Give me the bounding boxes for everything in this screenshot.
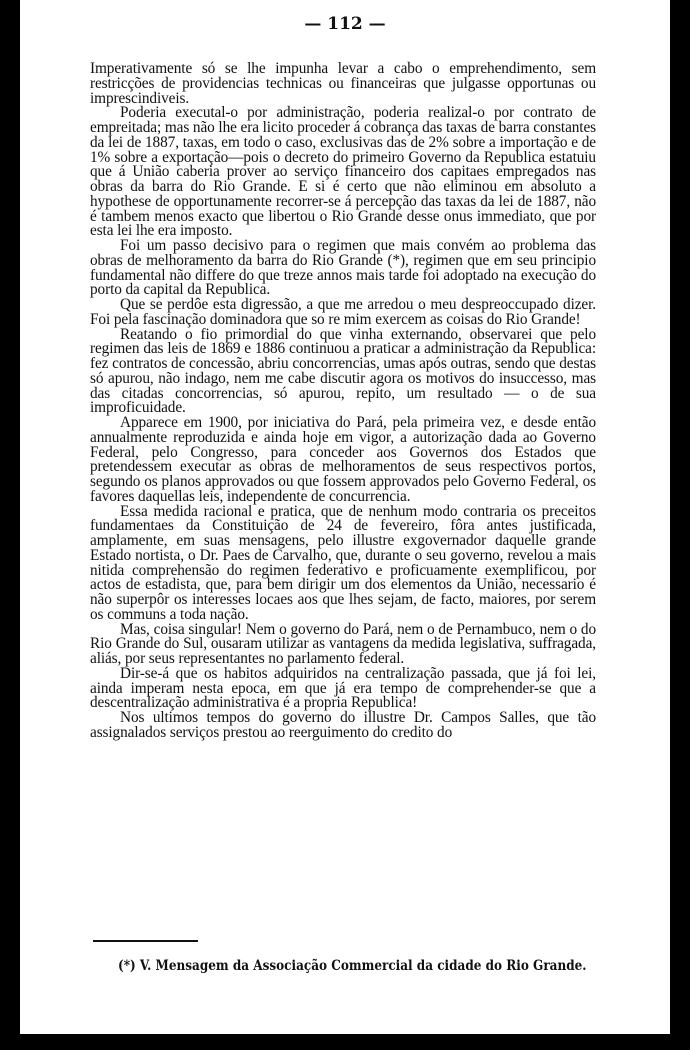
paragraph: Dir-se-á que os habitos adquiridos na centralização passada, que já foi lei, ainda imperam nesta epoca, em que já era tempo de comprehender-se que a descentralização administrativa é a propria Republica! [90, 664, 596, 712]
paragraph: Imperativamente só se lhe impunha levar a cabo o emprehendimento, sem restricções de providencias technicas ou financeiras que julgasse opportunas ou imprescindiveis. [90, 60, 596, 107]
paragraph: Que se perdôe esta digressão, a que me arredou o meu despreoccupado dizer. Foi pela fascinação dominadora que so re mim exercem as coisas do Rio Grande! [90, 296, 596, 328]
paragraph: Nos ultimos tempos do governo do illustre Dr. Campos Salles, que tão assignalados serviços prestou ao reerguimento do credito do [90, 709, 596, 741]
footnote: (*) V. Mensagem da Associação Commercial da cidade do Rio Grande. [118, 958, 587, 974]
page-number: — 112 — [304, 14, 386, 34]
paragraph: Essa medida racional e pratica, que de nenhum modo contraria os preceitos fundamentaes da Constituição de 24 de fevereiro, fôra antes justificada, amplamente, em suas mensagens, pelo illustre exgovernador daquelle grande Estado nortista, o Dr. Paes de Carvalho, que, durante o seu governo, revelou a mais nitida comprehensão do regimen federativo e proficuamente exemplificou, por actos de estadista, que, para bem dirigir um dos elementos da União, necessario é não superpôr os interesses locaes aos que lhes sejam, de facto, maiores, por serem os communs a toda nação. [90, 502, 596, 623]
body-text [90, 62, 596, 741]
paragraph: Reatando o fio primordial do que vinha externando, observarei que pelo regimen das leis de 1869 e 1886 continuou a praticar a administração da Republica: fez contratos de concessão, abriu concorrencias, umas após outras, sendo que destas só apurou, não indago, nem me cabe discutir agora os motivos do insuccesso, mas das citadas concorrencias, só apurou, repito, um resultado — o de sua improficuidade. [90, 325, 596, 417]
paragraph: Foi um passo decisivo para o regimen que mais convém ao problema das obras de melhoramento da barra do Rio Grande (*), regimen que em seu principio fundamental não differe do que treze annos mais tarde foi adoptado na execução do porto da capital da Republica. [90, 237, 596, 299]
paragraph: Poderia executal-o por administração, poderia realizal-o por contrato de empreitada; mas não lhe era licito proceder á cobrança das taxas de barra constantes da lei de 1887, taxas, em todo o caso, exclusivas das de 2% sobre a importação e de 1% sobre a exportação—pois o decreto do primeiro Governo da Republica estatuiu que á União caberia prover ao serviço financeiro dos capitaes empregados nas obras da barra do Rio Grande. E si é certo que não eliminou em absoluto a hypothese de opportunamente recorrer-se á percepção das taxas da lei de 1887, não é tambem menos exacto que libertou o Rio Grande desse onus immediato, que por esta lei lhe era imposto. [90, 104, 596, 240]
paragraph: Mas, coisa singular! Nem o governo do Pará, nem o de Pernambuco, nem o do Rio Grande do Sul, ousaram utilizar as vantagens da medida legislativa, suffragada, aliás, por seus representantes no parlamento federal. [90, 620, 596, 667]
footnote-divider [93, 940, 198, 942]
document-page [20, 0, 670, 1034]
paragraph: Apparece em 1900, por iniciativa do Pará, pela primeira vez, e desde então annualmente reproduzida e ainda hoje em vigor, a autorização dada ao Governo Federal, pelo Congresso, para conceder aos Governos dos Estados que pretendessem executar as obras de melhoramentos de seus respectivos portos, segundo os planos approvados ou que fossem approvados pelo Governo Federal, os favores daquellas leis, independente de concurrencia. [90, 414, 596, 505]
